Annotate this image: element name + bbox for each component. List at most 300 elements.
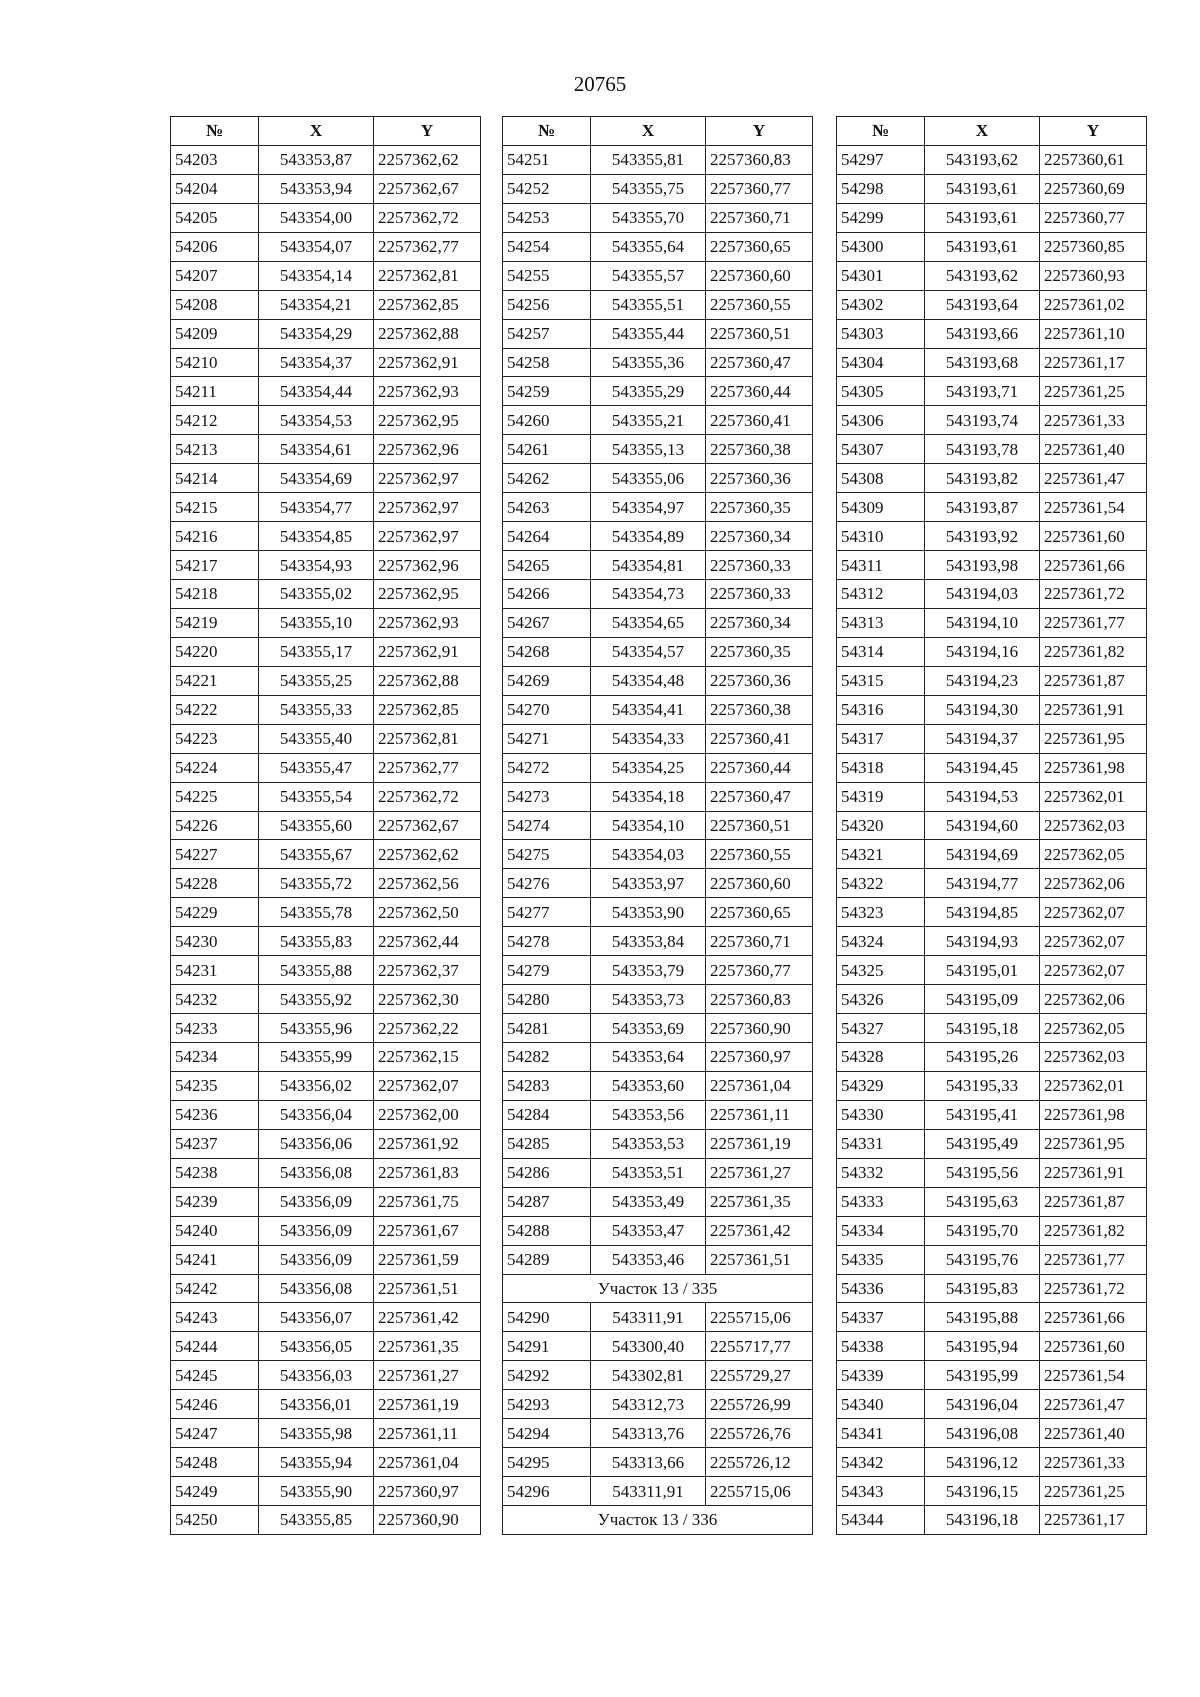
- x-coordinate: 543194,60: [925, 811, 1040, 840]
- x-coordinate: 543196,18: [925, 1506, 1040, 1535]
- y-coordinate: 2257362,91: [374, 637, 481, 666]
- x-coordinate: 543353,53: [591, 1129, 706, 1158]
- table-row: [503, 1071, 813, 1100]
- x-coordinate: 543194,30: [925, 695, 1040, 724]
- x-coordinate: 543194,53: [925, 782, 1040, 811]
- table-row: [171, 695, 481, 724]
- point-number: 54282: [503, 1043, 591, 1072]
- point-number: 54281: [503, 1014, 591, 1043]
- table-row: [837, 1390, 1147, 1419]
- table-row: [171, 1014, 481, 1043]
- y-coordinate: 2255726,99: [706, 1390, 813, 1419]
- point-number: 54246: [171, 1390, 259, 1419]
- table-row: [837, 956, 1147, 985]
- table-row: [503, 522, 813, 551]
- x-coordinate: 543193,61: [925, 232, 1040, 261]
- x-coordinate: 543195,18: [925, 1014, 1040, 1043]
- y-coordinate: 2257360,85: [1040, 232, 1147, 261]
- point-number: 54249: [171, 1477, 259, 1506]
- x-coordinate: 543354,03: [591, 840, 706, 869]
- y-coordinate: 2257362,07: [1040, 898, 1147, 927]
- table-row: [837, 811, 1147, 840]
- point-number: 54225: [171, 782, 259, 811]
- y-coordinate: 2257361,35: [374, 1332, 481, 1361]
- y-coordinate: 2255726,12: [706, 1448, 813, 1477]
- x-coordinate: 543356,03: [259, 1361, 374, 1390]
- y-coordinate: 2257362,07: [1040, 927, 1147, 956]
- x-coordinate: 543356,05: [259, 1332, 374, 1361]
- y-coordinate: 2257362,81: [374, 724, 481, 753]
- table-row: [171, 493, 481, 522]
- x-coordinate: 543193,68: [925, 348, 1040, 377]
- point-number: 54222: [171, 695, 259, 724]
- table-row: [503, 985, 813, 1014]
- y-coordinate: 2257362,06: [1040, 869, 1147, 898]
- table-row: [503, 927, 813, 956]
- y-coordinate: 2257362,37: [374, 956, 481, 985]
- table-row: [837, 522, 1147, 551]
- x-coordinate: 543313,76: [591, 1419, 706, 1448]
- y-coordinate: 2257362,81: [374, 261, 481, 290]
- table-row: [171, 1187, 481, 1216]
- x-coordinate: 543313,66: [591, 1448, 706, 1477]
- table-row: [837, 174, 1147, 203]
- x-coordinate: 543355,98: [259, 1419, 374, 1448]
- y-coordinate: 2257361,47: [1040, 1390, 1147, 1419]
- x-coordinate: 543194,69: [925, 840, 1040, 869]
- x-coordinate: 543356,08: [259, 1158, 374, 1187]
- table-row: [837, 203, 1147, 232]
- x-coordinate: 543354,57: [591, 637, 706, 666]
- x-coordinate: 543355,92: [259, 985, 374, 1014]
- y-coordinate: 2257360,77: [706, 956, 813, 985]
- x-coordinate: 543195,09: [925, 985, 1040, 1014]
- point-number: 54221: [171, 666, 259, 695]
- point-number: 54297: [837, 145, 925, 174]
- point-number: 54307: [837, 435, 925, 464]
- x-coordinate: 543353,47: [591, 1216, 706, 1245]
- table-row: [171, 1506, 481, 1535]
- x-coordinate: 543355,85: [259, 1506, 374, 1535]
- x-coordinate: 543355,51: [591, 290, 706, 319]
- point-number: 54338: [837, 1332, 925, 1361]
- y-coordinate: 2255717,77: [706, 1332, 813, 1361]
- y-coordinate: 2257360,93: [1040, 261, 1147, 290]
- y-coordinate: 2257361,11: [374, 1419, 481, 1448]
- table-row: [837, 724, 1147, 753]
- table-row: [171, 580, 481, 609]
- x-coordinate: 543194,93: [925, 927, 1040, 956]
- x-coordinate: 543354,44: [259, 377, 374, 406]
- y-coordinate: 2257361,47: [1040, 464, 1147, 493]
- x-coordinate: 543355,81: [591, 145, 706, 174]
- table-row: [503, 1303, 813, 1332]
- table-row: [837, 1014, 1147, 1043]
- table-row: [171, 782, 481, 811]
- y-coordinate: 2257360,35: [706, 493, 813, 522]
- x-coordinate: 543353,64: [591, 1043, 706, 1072]
- y-coordinate: 2257362,01: [1040, 1071, 1147, 1100]
- table-row: [503, 406, 813, 435]
- point-number: 54237: [171, 1129, 259, 1158]
- x-coordinate: 543194,37: [925, 724, 1040, 753]
- x-coordinate: 543354,18: [591, 782, 706, 811]
- x-coordinate: 543193,82: [925, 464, 1040, 493]
- x-coordinate: 543193,66: [925, 319, 1040, 348]
- point-number: 54271: [503, 724, 591, 753]
- point-number: 54302: [837, 290, 925, 319]
- table-row: [837, 261, 1147, 290]
- point-number: 54266: [503, 580, 591, 609]
- y-coordinate: 2257360,69: [1040, 174, 1147, 203]
- point-number: 54262: [503, 464, 591, 493]
- point-number: 54240: [171, 1216, 259, 1245]
- x-coordinate: 543355,64: [591, 232, 706, 261]
- point-number: 54227: [171, 840, 259, 869]
- y-coordinate: 2257361,19: [374, 1390, 481, 1419]
- table-row: [837, 1245, 1147, 1274]
- table-row: [503, 348, 813, 377]
- point-number: 54320: [837, 811, 925, 840]
- x-coordinate: 543354,07: [259, 232, 374, 261]
- table-row: [503, 174, 813, 203]
- x-coordinate: 543354,33: [591, 724, 706, 753]
- table-row: [503, 956, 813, 985]
- y-coordinate: 2257362,67: [374, 811, 481, 840]
- x-coordinate: 543355,67: [259, 840, 374, 869]
- point-number: 54243: [171, 1303, 259, 1332]
- x-coordinate: 543355,10: [259, 608, 374, 637]
- y-coordinate: 2257360,38: [706, 695, 813, 724]
- point-number: 54244: [171, 1332, 259, 1361]
- x-coordinate: 543353,87: [259, 145, 374, 174]
- x-coordinate: 543354,97: [591, 493, 706, 522]
- table-row: [171, 1274, 481, 1303]
- table-row: [171, 435, 481, 464]
- point-number: 54330: [837, 1100, 925, 1129]
- point-number: 54309: [837, 493, 925, 522]
- point-number: 54305: [837, 377, 925, 406]
- x-coordinate: 543354,37: [259, 348, 374, 377]
- y-coordinate: 2257362,96: [374, 435, 481, 464]
- x-coordinate: 543355,13: [591, 435, 706, 464]
- table-row: [171, 551, 481, 580]
- x-coordinate: 543195,70: [925, 1216, 1040, 1245]
- x-coordinate: 543354,48: [591, 666, 706, 695]
- y-coordinate: 2257361,91: [1040, 1158, 1147, 1187]
- point-number: 54233: [171, 1014, 259, 1043]
- table-row: [171, 319, 481, 348]
- x-coordinate: 543356,07: [259, 1303, 374, 1332]
- x-coordinate: 543353,60: [591, 1071, 706, 1100]
- point-number: 54321: [837, 840, 925, 869]
- table-row: [171, 637, 481, 666]
- point-number: 54326: [837, 985, 925, 1014]
- point-number: 54335: [837, 1245, 925, 1274]
- y-coordinate: 2257361,27: [706, 1158, 813, 1187]
- point-number: 54324: [837, 927, 925, 956]
- table-row: [171, 666, 481, 695]
- x-coordinate: 543194,03: [925, 580, 1040, 609]
- table-row: [837, 1071, 1147, 1100]
- x-coordinate: 543353,97: [591, 869, 706, 898]
- table-row: [503, 1477, 813, 1506]
- y-coordinate: 2257361,75: [374, 1187, 481, 1216]
- table-row: [503, 840, 813, 869]
- x-coordinate: 543194,23: [925, 666, 1040, 695]
- y-coordinate: 2257361,33: [1040, 406, 1147, 435]
- section-title: Участок 13 / 336: [503, 1506, 813, 1535]
- x-coordinate: 543354,29: [259, 319, 374, 348]
- y-coordinate: 2257361,95: [1040, 724, 1147, 753]
- point-number: 54220: [171, 637, 259, 666]
- table-row: [503, 1187, 813, 1216]
- point-number: 54231: [171, 956, 259, 985]
- y-coordinate: 2257362,50: [374, 898, 481, 927]
- y-coordinate: 2257362,96: [374, 551, 481, 580]
- point-number: 54310: [837, 522, 925, 551]
- y-coordinate: 2257361,17: [1040, 348, 1147, 377]
- x-coordinate: 543196,08: [925, 1419, 1040, 1448]
- y-coordinate: 2257361,51: [706, 1245, 813, 1274]
- y-coordinate: 2257362,56: [374, 869, 481, 898]
- point-number: 54278: [503, 927, 591, 956]
- point-number: 54339: [837, 1361, 925, 1390]
- point-number: 54238: [171, 1158, 259, 1187]
- y-coordinate: 2257361,10: [1040, 319, 1147, 348]
- point-number: 54318: [837, 753, 925, 782]
- table-row: [503, 1448, 813, 1477]
- point-number: 54287: [503, 1187, 591, 1216]
- point-number: 54274: [503, 811, 591, 840]
- x-coordinate: 543302,81: [591, 1361, 706, 1390]
- table-row: [171, 1361, 481, 1390]
- point-number: 54270: [503, 695, 591, 724]
- table-row: [503, 1158, 813, 1187]
- point-number: 54279: [503, 956, 591, 985]
- x-coordinate: 543195,99: [925, 1361, 1040, 1390]
- y-coordinate: 2257361,67: [374, 1216, 481, 1245]
- point-number: 54261: [503, 435, 591, 464]
- table-row: [837, 840, 1147, 869]
- table-row: [171, 724, 481, 753]
- point-number: 54313: [837, 608, 925, 637]
- point-number: 54265: [503, 551, 591, 580]
- y-coordinate: 2257362,77: [374, 232, 481, 261]
- table-header-row: [503, 117, 813, 146]
- point-number: 54206: [171, 232, 259, 261]
- y-coordinate: 2257361,02: [1040, 290, 1147, 319]
- table-row: [171, 1303, 481, 1332]
- point-number: 54214: [171, 464, 259, 493]
- table-row: [503, 666, 813, 695]
- table-row: [171, 290, 481, 319]
- table-row: [503, 551, 813, 580]
- x-coordinate: 543195,33: [925, 1071, 1040, 1100]
- point-number: 54337: [837, 1303, 925, 1332]
- point-number: 54289: [503, 1245, 591, 1274]
- table-row: [503, 898, 813, 927]
- table-row: [837, 290, 1147, 319]
- x-coordinate: 543355,29: [591, 377, 706, 406]
- table-row: [503, 753, 813, 782]
- coordinates-table-2: [502, 116, 813, 1535]
- point-number: 54319: [837, 782, 925, 811]
- point-number: 54247: [171, 1419, 259, 1448]
- table-row: [171, 261, 481, 290]
- x-coordinate: 543312,73: [591, 1390, 706, 1419]
- y-coordinate: 2257361,51: [374, 1274, 481, 1303]
- point-number: 54341: [837, 1419, 925, 1448]
- point-number: 54223: [171, 724, 259, 753]
- point-number: 54263: [503, 493, 591, 522]
- table-row: [503, 782, 813, 811]
- point-number: 54226: [171, 811, 259, 840]
- table-row: [837, 319, 1147, 348]
- point-number: 54255: [503, 261, 591, 290]
- table-row: [837, 753, 1147, 782]
- x-coordinate: 543196,15: [925, 1477, 1040, 1506]
- header-y: Y: [706, 117, 813, 146]
- point-number: 54212: [171, 406, 259, 435]
- table-row: [503, 319, 813, 348]
- table-row: [837, 232, 1147, 261]
- table-row: [837, 869, 1147, 898]
- y-coordinate: 2257361,91: [1040, 695, 1147, 724]
- y-coordinate: 2257361,77: [1040, 1245, 1147, 1274]
- x-coordinate: 543354,65: [591, 608, 706, 637]
- point-number: 54250: [171, 1506, 259, 1535]
- x-coordinate: 543353,69: [591, 1014, 706, 1043]
- header-number: №: [171, 117, 259, 146]
- x-coordinate: 543355,44: [591, 319, 706, 348]
- table-row: [171, 840, 481, 869]
- x-coordinate: 543355,33: [259, 695, 374, 724]
- y-coordinate: 2257361,77: [1040, 608, 1147, 637]
- y-coordinate: 2257361,72: [1040, 1274, 1147, 1303]
- point-number: 54217: [171, 551, 259, 580]
- point-number: 54315: [837, 666, 925, 695]
- y-coordinate: 2257360,51: [706, 319, 813, 348]
- x-coordinate: 543193,71: [925, 377, 1040, 406]
- table-row: [503, 261, 813, 290]
- x-coordinate: 543355,90: [259, 1477, 374, 1506]
- point-number: 54343: [837, 1477, 925, 1506]
- point-number: 54210: [171, 348, 259, 377]
- x-coordinate: 543355,60: [259, 811, 374, 840]
- point-number: 54236: [171, 1100, 259, 1129]
- y-coordinate: 2257361,54: [1040, 493, 1147, 522]
- point-number: 54286: [503, 1158, 591, 1187]
- table-row: [503, 1129, 813, 1158]
- point-number: 54295: [503, 1448, 591, 1477]
- x-coordinate: 543195,56: [925, 1158, 1040, 1187]
- table-row: [837, 898, 1147, 927]
- table-row: [837, 406, 1147, 435]
- x-coordinate: 543355,78: [259, 898, 374, 927]
- y-coordinate: 2257360,44: [706, 753, 813, 782]
- point-number: 54260: [503, 406, 591, 435]
- y-coordinate: 2257361,17: [1040, 1506, 1147, 1535]
- point-number: 54273: [503, 782, 591, 811]
- y-coordinate: 2257362,62: [374, 840, 481, 869]
- y-coordinate: 2257361,95: [1040, 1129, 1147, 1158]
- point-number: 54253: [503, 203, 591, 232]
- header-y: Y: [374, 117, 481, 146]
- x-coordinate: 543354,85: [259, 522, 374, 551]
- table-row: [503, 232, 813, 261]
- point-number: 54340: [837, 1390, 925, 1419]
- y-coordinate: 2257360,65: [706, 898, 813, 927]
- table-row: [171, 232, 481, 261]
- y-coordinate: 2257362,44: [374, 927, 481, 956]
- y-coordinate: 2257360,36: [706, 666, 813, 695]
- point-number: 54327: [837, 1014, 925, 1043]
- x-coordinate: 543195,41: [925, 1100, 1040, 1129]
- y-coordinate: 2257361,25: [1040, 1477, 1147, 1506]
- x-coordinate: 543355,21: [591, 406, 706, 435]
- point-number: 54264: [503, 522, 591, 551]
- x-coordinate: 543193,98: [925, 551, 1040, 580]
- y-coordinate: 2257362,93: [374, 608, 481, 637]
- table-row: [171, 1071, 481, 1100]
- y-coordinate: 2257361,60: [1040, 522, 1147, 551]
- x-coordinate: 543195,01: [925, 956, 1040, 985]
- table-row: [171, 1158, 481, 1187]
- point-number: 54342: [837, 1448, 925, 1477]
- y-coordinate: 2257362,77: [374, 753, 481, 782]
- y-coordinate: 2257360,41: [706, 724, 813, 753]
- y-coordinate: 2257362,91: [374, 348, 481, 377]
- x-coordinate: 543355,72: [259, 869, 374, 898]
- y-coordinate: 2255715,06: [706, 1303, 813, 1332]
- y-coordinate: 2257360,41: [706, 406, 813, 435]
- y-coordinate: 2257362,03: [1040, 811, 1147, 840]
- table-row: [503, 1014, 813, 1043]
- table-row: [503, 1419, 813, 1448]
- x-coordinate: 543354,77: [259, 493, 374, 522]
- y-coordinate: 2257360,38: [706, 435, 813, 464]
- y-coordinate: 2257362,30: [374, 985, 481, 1014]
- x-coordinate: 543354,61: [259, 435, 374, 464]
- x-coordinate: 543356,09: [259, 1216, 374, 1245]
- table-row: [503, 1361, 813, 1390]
- x-coordinate: 543195,26: [925, 1043, 1040, 1072]
- table-row: [171, 1100, 481, 1129]
- point-number: 54308: [837, 464, 925, 493]
- table-row: [503, 145, 813, 174]
- page-number: 20765: [573, 72, 627, 96]
- point-number: 54239: [171, 1187, 259, 1216]
- point-number: 54245: [171, 1361, 259, 1390]
- y-coordinate: 2257361,27: [374, 1361, 481, 1390]
- y-coordinate: 2257361,04: [374, 1448, 481, 1477]
- x-coordinate: 543194,77: [925, 869, 1040, 898]
- x-coordinate: 543353,51: [591, 1158, 706, 1187]
- table-row: [171, 1216, 481, 1245]
- point-number: 54296: [503, 1477, 591, 1506]
- table-row: [171, 811, 481, 840]
- x-coordinate: 543196,04: [925, 1390, 1040, 1419]
- x-coordinate: 543300,40: [591, 1332, 706, 1361]
- y-coordinate: 2255726,76: [706, 1419, 813, 1448]
- y-coordinate: 2257362,97: [374, 493, 481, 522]
- x-coordinate: 543353,79: [591, 956, 706, 985]
- y-coordinate: 2257361,66: [1040, 1303, 1147, 1332]
- x-coordinate: 543355,88: [259, 956, 374, 985]
- table-row: [837, 637, 1147, 666]
- y-coordinate: 2257360,77: [1040, 203, 1147, 232]
